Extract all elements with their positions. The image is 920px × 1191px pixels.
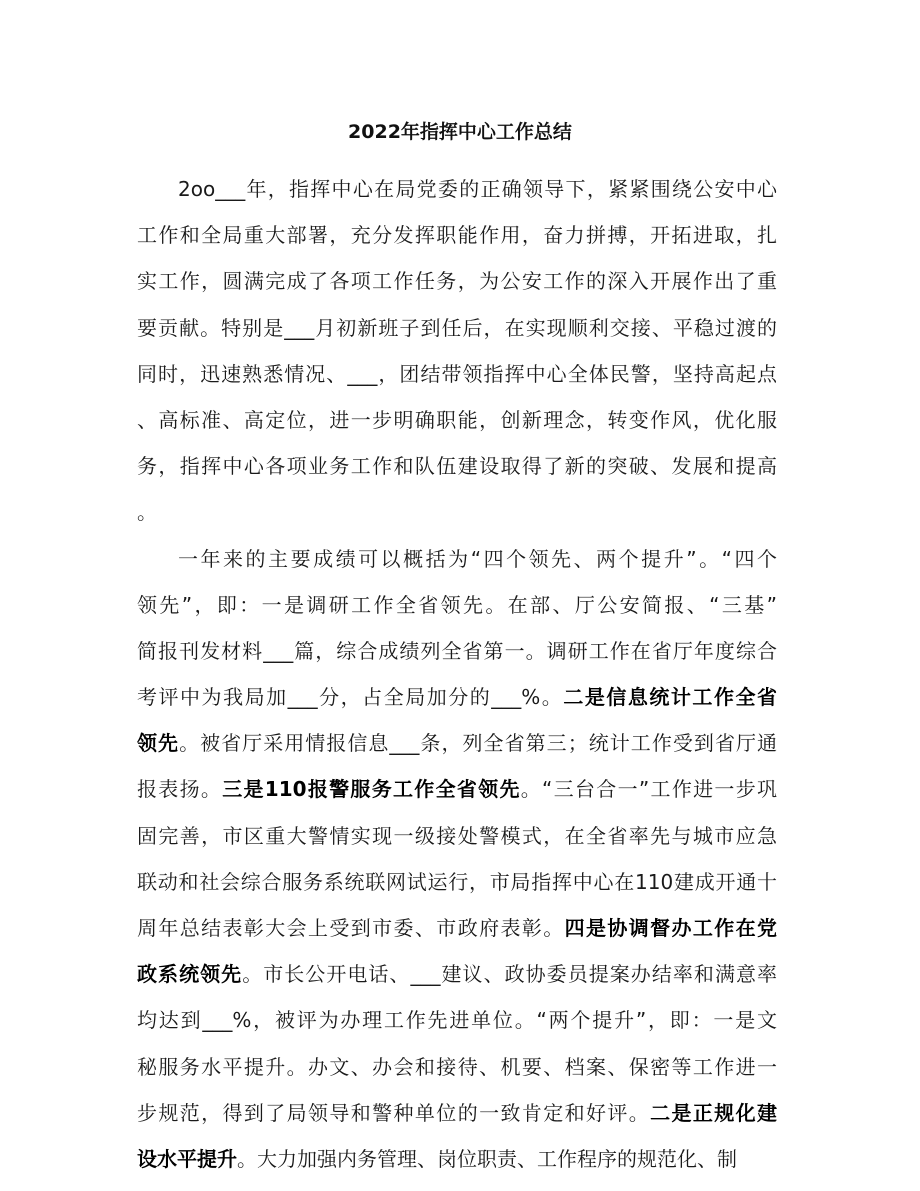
text-segment: 秘服务水平提升。办文、办会和接待、机要、档案、保密等工作进一 (137, 1054, 777, 1079)
text-segment: 务，指挥中心各项业务工作和队伍建设取得了新的突破、发展和提高 (137, 454, 777, 479)
text-segment: 同时，迅速熟悉情况、___，团结带领指挥中心全体民警，坚持高起点 (137, 361, 777, 386)
text-segment: 固完善，市区重大警情实现一级接处警模式，在全省率先与城市应急 (137, 823, 777, 848)
bold-text-segment: 二是正规化建 (650, 1100, 778, 1125)
text-line (137, 1136, 777, 1182)
text-line (137, 813, 777, 859)
bold-text-segment: 政系统领先 (137, 962, 243, 987)
text-line (137, 951, 777, 997)
text-segment: 工作和全局重大部署，充分发挥职能作用，奋力拼搏，开拓进取，扎 (137, 223, 777, 248)
text-line (137, 582, 777, 628)
text-segment: 步规范，得到了局领导和警种单位的一致肯定和好评。 (137, 1100, 651, 1125)
text-segment: 实工作，圆满完成了各项工作任务，为公安工作的深入开展作出了重 (137, 269, 777, 294)
text-segment: 。 (137, 500, 157, 525)
text-line (137, 905, 777, 951)
bold-text-segment: 设水平提升 (137, 1146, 237, 1171)
text-line (137, 628, 777, 674)
text-segment: 。市长公开电话、___建议、政协委员提案办结率和满意率 (242, 962, 778, 987)
text-segment: 简报刊发材料___篇，综合成绩列全省第一。调研工作在省厅年度综合 (137, 638, 777, 663)
text-line (137, 997, 777, 1043)
text-line (137, 258, 777, 304)
text-segment: 要贡献。特别是___月初新班子到任后，在实现顺利交接、平稳过渡的 (137, 315, 777, 340)
text-segment: 一年来的主要成绩可以概括为“四个领先、两个提升”。“四个 (178, 546, 777, 571)
text-line (137, 1090, 777, 1136)
text-segment: 。大力加强内务管理、岗位职责、工作程序的规范化、制 (237, 1146, 737, 1171)
paragraph (137, 536, 777, 1183)
text-line (137, 212, 777, 258)
bold-text-segment: 三是110报警服务工作全省领先 (222, 777, 521, 802)
text-line (137, 397, 777, 443)
text-segment: 、高标准、高定位，进一步明确职能，创新理念，转变作风，优化服 (137, 407, 777, 432)
text-segment: 领先”，即：一是调研工作全省领先。在部、厅公安简报、“三基” (137, 592, 777, 617)
text-segment: 。被省厅采用情报信息___条，列全省第三；统计工作受到省厅通 (179, 731, 778, 756)
bold-text-segment: 四是协调督办工作在党 (564, 916, 778, 940)
text-segment: 2oo___年，指挥中心在局党委的正确领导下，紧紧围绕公安中心 (178, 177, 777, 201)
text-line (137, 351, 777, 397)
text-line (137, 305, 777, 351)
text-line (137, 443, 777, 489)
text-line (137, 766, 777, 812)
text-line (137, 489, 777, 535)
bold-text-segment: 二是信息统计工作全省 (563, 685, 777, 710)
text-line (137, 166, 777, 212)
text-line (137, 1044, 777, 1090)
paragraph (137, 166, 777, 536)
text-segment: 周年总结表彰大会上受到市委、市政府表彰。 (137, 916, 565, 940)
text-segment: 均达到___%，被评为办理工作先进单位。“两个提升”，即：一是文 (137, 1008, 777, 1033)
text-line (137, 536, 777, 582)
text-segment: 。“三台合一”工作进一步巩 (520, 777, 778, 802)
page-title: 2022年指挥中心工作总结 (348, 121, 572, 143)
document-body (137, 166, 777, 1182)
text-segment: 联动和社会综合服务系统联网试运行，市局指挥中心在110建成开通十 (137, 869, 777, 894)
text-segment: 报表扬。 (137, 777, 223, 802)
text-line (137, 859, 777, 905)
text-line (137, 674, 777, 720)
text-segment: 考评中为我局加___分，占全局加分的___%。 (137, 685, 564, 710)
bold-text-segment: 领先 (137, 731, 180, 756)
text-line (137, 720, 777, 766)
